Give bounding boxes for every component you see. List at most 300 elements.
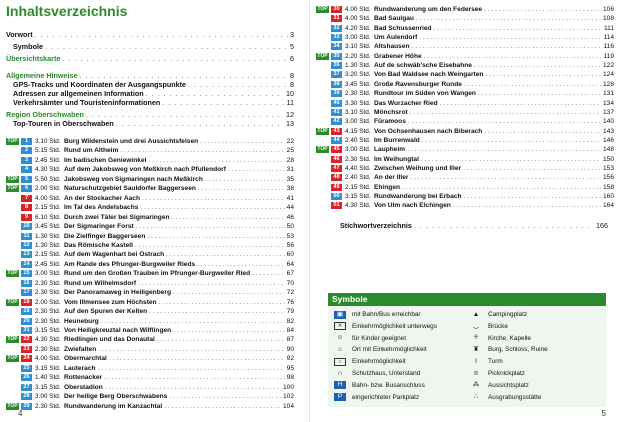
tour-number: 4 [21,166,32,173]
tour-entry[interactable] [316,184,614,192]
entry-text: Symbole [13,42,43,51]
tour-title-row [374,6,614,14]
dot-leader [101,318,285,326]
toc-entry[interactable] [13,120,294,128]
tour-number: 25 [21,365,32,372]
symbol-label: Turm [488,358,503,366]
tour-name: An der Stockacher Aach [64,194,140,202]
tour-name: Im badischen Geniewinkel [64,156,147,164]
tour-duration: 6.10 Std. [35,213,61,221]
tour-page: 38 [286,185,294,193]
tour-page: 60 [286,251,294,259]
tour-entry[interactable] [6,176,294,184]
tour-page: 90 [286,345,294,353]
dot-leader [474,62,601,70]
dot-leader [422,137,601,145]
tour-title-row [64,403,294,411]
tour-entry[interactable] [316,34,614,42]
symbol-legend [328,293,606,407]
tour-title-row [64,270,294,278]
symbol-label: Ausgrabungsstätte [488,393,542,401]
toc-entry[interactable] [13,90,294,98]
dot-leader [414,222,594,230]
dot-leader [407,146,601,154]
tour-page: 158 [602,183,614,191]
tour-number: 7 [21,195,32,202]
tour-number: 17 [21,289,32,296]
tour-number: 33 [331,34,342,41]
symbol-legend-title: Symbole [328,293,606,306]
tour-name: Vom Illmensee zum Höchsten [64,298,157,306]
tour-page: 104 [282,402,294,410]
tour-entry[interactable] [316,174,614,182]
tour-entry[interactable] [316,25,614,33]
tour-name: Auf de schwäb'sche Eisebahne [374,62,472,70]
tour-page: 111 [603,24,614,32]
tour-number: 20 [21,318,32,325]
top-badge: TOP [317,6,328,12]
tour-number: 45 [331,146,342,153]
symbol-item [470,369,525,378]
tour-number: 32 [331,25,342,32]
tour-title-row [64,147,294,155]
tour-name: Zwischen Weihung und Iller [374,164,462,172]
tour-number: 23 [21,346,32,353]
tour-duration: 2.45 Std. [35,156,61,164]
tour-title-row [64,280,294,288]
tour-name: Um Aulendorf [374,34,418,42]
tour-number: 40 [331,100,342,107]
tour-title-row [374,71,614,79]
tour-entry[interactable] [6,147,294,155]
tour-duration: 3.45 Std. [345,80,371,88]
tour-entry[interactable] [6,336,294,344]
tour-entry[interactable] [316,146,614,154]
dot-leader [205,176,285,184]
tour-entry[interactable] [6,166,294,174]
dot-leader [140,204,284,212]
top-badge: TOP [317,146,328,153]
tour-number: 1 [21,138,32,145]
symbol-label: Ort mit Einkehrmöglichkeit [352,346,427,354]
top-badge: TOP [7,298,18,305]
tour-number: 43 [331,128,342,135]
dot-leader [410,109,601,117]
tour-entry[interactable] [6,308,294,316]
tour-entry[interactable] [6,223,294,231]
tour-number: 5 [21,176,32,183]
tour-duration: 2.15 Std. [345,183,371,191]
entry-text: Vorwort [6,30,33,39]
tour-entry[interactable] [6,346,294,354]
page-title: Inhaltsverzeichnis [6,3,128,19]
tour-name: Der Panoramaweg in Heiligenberg [64,289,171,297]
tour-title-row [64,289,294,297]
tour-duration: 2.00 Std. [35,298,61,306]
tour-title-row [64,365,294,373]
tour-duration: 1.30 Std. [35,232,61,240]
tour-entry[interactable] [316,43,614,51]
dot-leader [440,100,601,108]
symbol-item [334,345,427,354]
toc-entry[interactable] [13,99,294,107]
symbol-label: Einkehrmöglichkeit unterwegs [352,322,437,330]
entry-page: 5 [290,42,294,51]
dot-leader [402,184,601,192]
tour-entry[interactable] [316,137,614,145]
symbol-label: Einkehrmöglichkeit [352,358,406,366]
tour-page: 50 [286,223,294,231]
tour-name: Im Burrenwald [374,136,420,144]
entry-text: Verkehrsämter und Touristeninformationen [13,98,161,107]
tour-duration: 2.00 Std. [35,185,61,193]
tour-page: 106 [602,6,614,13]
tour-name: Laupheim [374,146,406,154]
tour-duration: 4.00 Std. [35,194,61,202]
dot-leader [157,336,285,344]
tour-entry[interactable] [316,15,614,23]
dot-leader [484,128,601,136]
tour-entry[interactable] [6,355,294,363]
tour-name: Die Zielfinger Baggerseen [64,232,146,240]
entry-text: Stichwortverzeichnis [340,221,412,230]
tour-entry[interactable] [6,233,294,241]
tour-number: 16 [21,280,32,287]
tour-entry[interactable] [6,384,294,392]
tour-number: 29 [21,403,32,410]
entry-page: 11 [286,98,294,107]
tour-name: Füramoos [374,118,406,126]
tour-number: 14 [21,261,32,268]
tour-duration: 1.30 Std. [345,62,371,70]
tour-name: Das Wurzacher Ried [374,99,438,107]
tour-title-row [374,202,614,210]
tour-name: Altshausen [374,43,410,51]
toc-entry[interactable] [6,72,294,80]
toc-entry[interactable] [6,55,294,63]
tour-number: 46 [331,156,342,163]
tour-entry[interactable] [6,299,294,307]
tour-number: 39 [331,90,342,97]
tour-page: 79 [286,308,294,316]
tour-entry[interactable] [6,280,294,288]
tour-duration: 3.15 Std. [345,193,371,200]
tour-entry[interactable] [6,138,294,146]
tour-entry[interactable] [316,90,614,98]
tour-page: 160 [602,193,614,200]
tour-name: Rund um den Großen Trauben im Pfrunger-Burgweiler Ried [64,270,251,278]
tour-number: 49 [331,184,342,191]
dot-leader [410,174,601,182]
tour-page: 92 [286,355,294,363]
tour-name: Rund um Wilhelmsdorf [64,279,137,287]
tour-name: Rundwanderung im Kanzachtal [64,402,163,410]
tour-name: Rundwanderung bei Erbach [374,193,462,200]
tour-entry[interactable] [6,327,294,335]
tour-name: Auf dem Jakobsweg von Meßkirch nach Pfullendorf [64,166,226,174]
tour-name: Mönchsrot [374,108,408,116]
tour-page: 124 [602,71,614,79]
tour-title-row [374,25,614,33]
tour-entry[interactable] [6,393,294,401]
tour-page: 98 [286,374,294,382]
tour-duration: 3.10 Std. [345,43,371,51]
tour-title-row [374,118,614,126]
tour-number: 38 [331,81,342,88]
stichwort-entry[interactable] [340,222,608,230]
tour-number: 22 [21,336,32,343]
tour-page: 82 [286,317,294,325]
tour-name: Am Rande des Pfrunger-Burgweiler Rieds [64,260,196,268]
tour-page: 76 [286,298,294,306]
castle-icon: ♜ [473,345,479,353]
tour-number: 13 [21,251,32,258]
tour-title-row [64,176,294,184]
tour-title-row [374,81,614,89]
tour-duration: 4.15 Std. [345,127,371,135]
symbol-label: für Kinder geeignet [352,334,407,342]
train-bus-icon: ▣ [334,311,346,319]
entry-page: 8 [290,71,294,80]
tour-number: 8 [21,204,32,211]
page-number: 5 [601,409,606,418]
tour-name: Bad Schussenried [374,24,432,32]
tour-duration: 2.40 Std. [345,174,371,182]
tour-page: 28 [286,156,294,164]
tour-number: 26 [21,374,32,381]
symbol-label: Campingplatz [488,311,528,318]
tour-entry[interactable] [6,318,294,326]
tour-number: 19 [21,308,32,315]
tour-entry[interactable] [316,81,614,89]
dot-leader [86,111,284,119]
symbol-item [334,322,437,331]
tour-page: 137 [602,108,614,116]
tour-entry[interactable] [316,62,614,70]
tour-duration: 3.00 Std. [345,146,371,154]
tour-number: 9 [21,214,32,221]
tour-entry[interactable] [316,193,614,201]
top-badge: TOP [7,336,18,343]
dot-leader [421,156,601,164]
shelter-icon: ∩ [337,369,343,377]
symbol-item [334,357,406,366]
tour-entry[interactable] [316,71,614,79]
tour-title-row [374,193,614,201]
dot-leader [484,6,601,14]
symbol-item [470,393,541,402]
dot-leader [149,308,284,316]
symbol-item [470,310,527,319]
tour-duration: 3.15 Std. [35,327,61,334]
tour-number: 41 [331,109,342,116]
dot-leader [419,34,601,42]
dot-leader [434,25,602,33]
tour-duration: 5.50 Std. [35,175,61,183]
top-badge: TOP [7,355,18,362]
tour-name: Naturschutzgebiet Sauldorfer Baggerseen [64,185,196,193]
tour-duration: 3.15 Std. [35,364,61,372]
tour-duration: 3.15 Std. [35,383,61,391]
tour-page: 84 [286,327,294,334]
church-icon: ♱ [473,334,479,342]
dot-leader [424,53,602,61]
symbol-item [334,334,406,343]
dot-leader [147,233,284,241]
tour-entry[interactable] [316,156,614,164]
top-badge: TOP [317,52,328,59]
tour-title-row [374,184,614,192]
tour-entry[interactable] [6,214,294,222]
top-badge: TOP [7,402,18,409]
tour-page: 67 [286,270,294,278]
tour-page: 116 [603,43,614,51]
tour-duration: 4.40 Std. [345,164,371,172]
tour-entry[interactable] [316,53,614,61]
toc-entry[interactable] [13,43,294,51]
tour-entry[interactable] [316,128,614,136]
top-badge: TOP [7,270,18,277]
entry-page: 8 [290,80,294,89]
tour-entry[interactable] [6,242,294,250]
tour-title-row [374,146,614,154]
tour-title-row [64,233,294,241]
dot-leader [478,90,601,98]
tour-entry[interactable] [316,165,614,173]
tour-page: 146 [602,136,614,144]
tour-duration: 2.40 Std. [345,136,371,144]
dot-leader [169,393,281,401]
tour-number: 6 [21,185,32,192]
tour-number: 50 [331,193,342,200]
dot-leader [166,251,285,259]
tour-entry[interactable] [6,157,294,165]
symbol-label: mit Bahn/Bus erreichbar [352,311,421,318]
tour-number: 36 [331,62,342,69]
tour-duration: 4.00 Std. [345,6,371,13]
dot-leader [116,120,284,128]
tour-entry[interactable] [316,118,614,126]
dot-leader [148,157,284,165]
tour-duration: 4.20 Std. [345,24,371,32]
dot-leader [463,165,601,173]
tour-title-row [64,336,294,344]
top-badge: TOP [317,127,328,134]
tour-entry[interactable] [6,261,294,269]
tour-page: 72 [286,289,294,297]
tour-number: 3 [21,157,32,164]
viewpoint-icon: ⁂ [472,381,480,389]
tour-title-row [374,53,614,61]
tour-page: 156 [602,174,614,182]
tour-title-row [64,214,294,222]
tour-page: 108 [602,15,614,23]
toc-entry[interactable] [6,111,294,119]
tour-number: 2 [21,147,32,154]
symbol-label: Schutzhaus, Unterstand [352,370,421,377]
tour-page: 56 [286,241,294,249]
toc-entry[interactable] [6,31,294,39]
symbol-item [334,393,419,402]
tour-entry[interactable] [6,185,294,193]
dot-leader [120,147,284,155]
dot-leader [164,403,281,411]
dot-leader [173,289,285,297]
tour-entry[interactable] [6,365,294,373]
dot-leader [80,72,289,80]
tour-entry[interactable] [316,6,614,14]
tour-name: An der Iller [374,174,409,182]
tour-number: 44 [331,137,342,144]
tour-title-row [374,128,614,136]
tour-name: Von Heiligkreuztal nach Wilflingen [64,327,172,334]
right-page [310,0,620,422]
entry-text: Allgemeine Hinweise [6,71,78,80]
tour-title-row [64,299,294,307]
tour-number: 42 [331,118,342,125]
dot-leader [98,365,285,373]
toc-entry[interactable] [13,81,294,89]
tour-entry[interactable] [6,195,294,203]
tour-duration: 2.30 Std. [35,345,61,353]
tour-entry[interactable] [6,251,294,259]
tour-duration: 3.10 Std. [35,138,61,145]
tour-page: 122 [602,62,614,70]
tour-duration: 1.40 Std. [35,374,61,382]
tour-title-row [64,138,294,146]
tour-number: 37 [331,71,342,78]
tour-page: 114 [603,34,614,42]
tour-entry[interactable] [6,289,294,297]
family-icon: ☺ [336,334,344,342]
tour-entry[interactable] [6,374,294,382]
tour-duration: 2.30 Std. [35,317,61,325]
dot-leader [35,31,288,39]
tour-entry[interactable] [316,202,614,210]
tour-name: Bad Saulgau [374,15,414,23]
tour-title-row [64,374,294,382]
tour-name: Im Tal des Andelsbachs [64,204,139,212]
tour-page: 31 [286,166,294,174]
symbol-label: Bahn- bzw. Busanschluss [352,381,425,389]
symbol-label: Brücke [488,322,508,330]
tour-number: 30 [331,6,342,13]
tour-name: Rottenacker [64,374,103,382]
tour-duration: 2.15 Std. [35,204,61,212]
tour-title-row [374,109,614,117]
tour-name: Heuneburg [64,317,99,325]
tour-name: Rund um Altheim [64,147,119,155]
tour-entry[interactable] [6,270,294,278]
tour-page: 87 [286,336,294,344]
tour-entry[interactable] [6,204,294,212]
tour-duration: 3.20 Std. [345,71,371,79]
symbol-item [470,345,548,354]
entry-page: 166 [596,221,608,230]
tour-number: 11 [21,233,32,240]
tour-entry[interactable] [316,109,614,117]
tour-page: 148 [602,146,614,154]
tour-name: Ehingen [374,183,401,191]
tour-name: Jakobsweg von Sigmaringen nach Meßkirch [64,175,203,183]
parking-icon: P [334,393,346,401]
tour-title-row [374,100,614,108]
tour-entry[interactable] [6,403,294,411]
tour-duration: 2.30 Std. [35,279,61,287]
dot-leader [485,71,601,79]
tour-entry[interactable] [316,100,614,108]
tour-duration: 2.15 Std. [35,251,61,259]
